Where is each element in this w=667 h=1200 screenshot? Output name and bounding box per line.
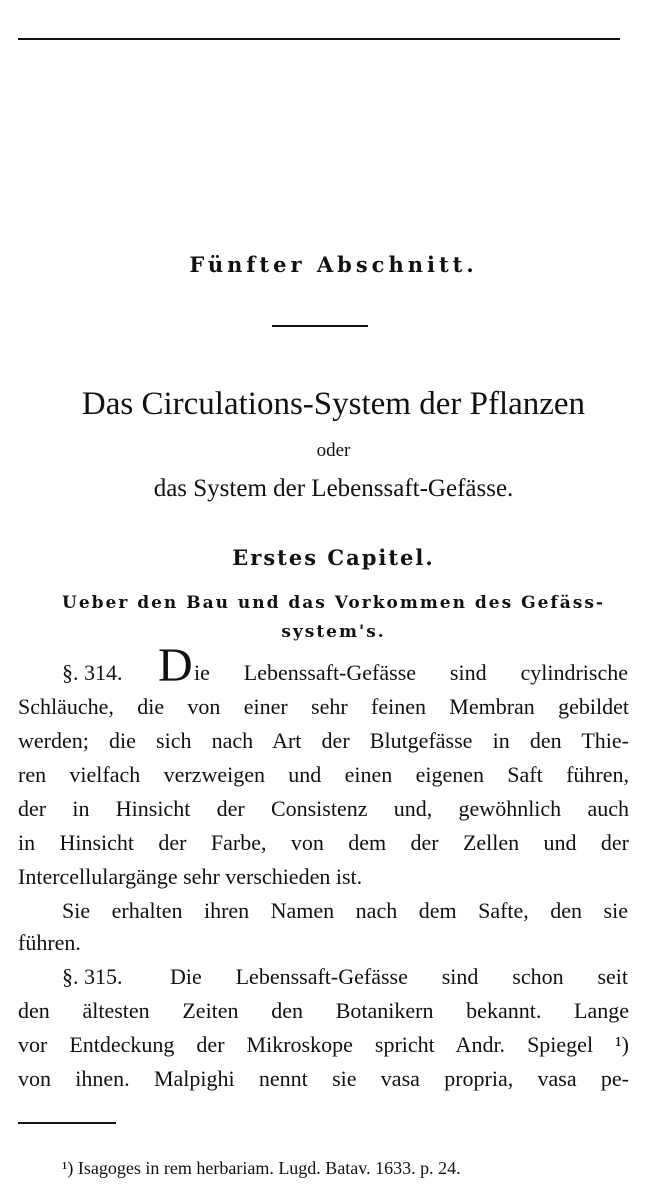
para-315-line4: von ihnen. Malpighi nennt sie vasa propria, vasa pe- <box>18 1066 629 1091</box>
top-rule <box>18 38 620 40</box>
para-names-line2: führen. <box>18 930 81 955</box>
para-314-initial: D <box>158 639 193 692</box>
footnote-text: Isagoges in rem herbariam. Lugd. Batav. 1633. p. 24. <box>77 1158 461 1178</box>
footnote-marker: ¹) <box>62 1158 74 1178</box>
main-title: Das Circulations-System der Pflanzen <box>81 386 586 422</box>
para-314-line4: ren vielfach verzweigen und einen eigenen Saft führen, <box>18 762 629 787</box>
para-314-line5: der in Hinsicht der Consistenz und, gewöhnlich auch <box>18 796 629 821</box>
chapter-heading: Erstes Capitel. <box>232 545 435 570</box>
para-314-line2: Schläuche, die von einer sehr feinen Membran gebildet <box>18 694 629 719</box>
para-314-line6: in Hinsicht der Farbe, von dem der Zellen und der <box>18 830 629 855</box>
heading-divider <box>272 325 368 327</box>
chapter-subtitle-line2: system's. <box>281 622 386 642</box>
para-314-number: §. 314. <box>62 660 123 685</box>
para-315-line2: den ältesten Zeiten den Botanikern bekannt. Lange <box>18 998 629 1023</box>
para-names-line1: Sie erhalten ihren Namen nach dem Safte, den sie <box>62 898 628 923</box>
footnote-rule <box>18 1122 116 1124</box>
para-315-line1: Die Lebenssaft-Gefässe sind schon seit <box>170 964 628 989</box>
para-315-line3: vor Entdeckung der Mikroskope spricht Andr. Spiegel ¹) <box>18 1032 629 1057</box>
para-314-line1: ie Lebenssaft-Gefässe sind cylindrische <box>194 660 628 685</box>
footnote <box>62 1158 461 1179</box>
para-314-line3: werden; die sich nach Art der Blutgefässe in den Thie- <box>18 728 629 753</box>
section-heading: Fünfter Abschnitt. <box>189 252 478 277</box>
title-oder: oder <box>316 440 351 461</box>
para-314-line7: Intercellulargänge sehr verschieden ist. <box>18 864 363 889</box>
subtitle: das System der Lebenssaft-Gefässe. <box>153 475 514 502</box>
chapter-subtitle-line1: Ueber den Bau und das Vorkommen des Gefäss- <box>62 593 605 613</box>
para-315-number: §. 315. <box>62 964 123 989</box>
